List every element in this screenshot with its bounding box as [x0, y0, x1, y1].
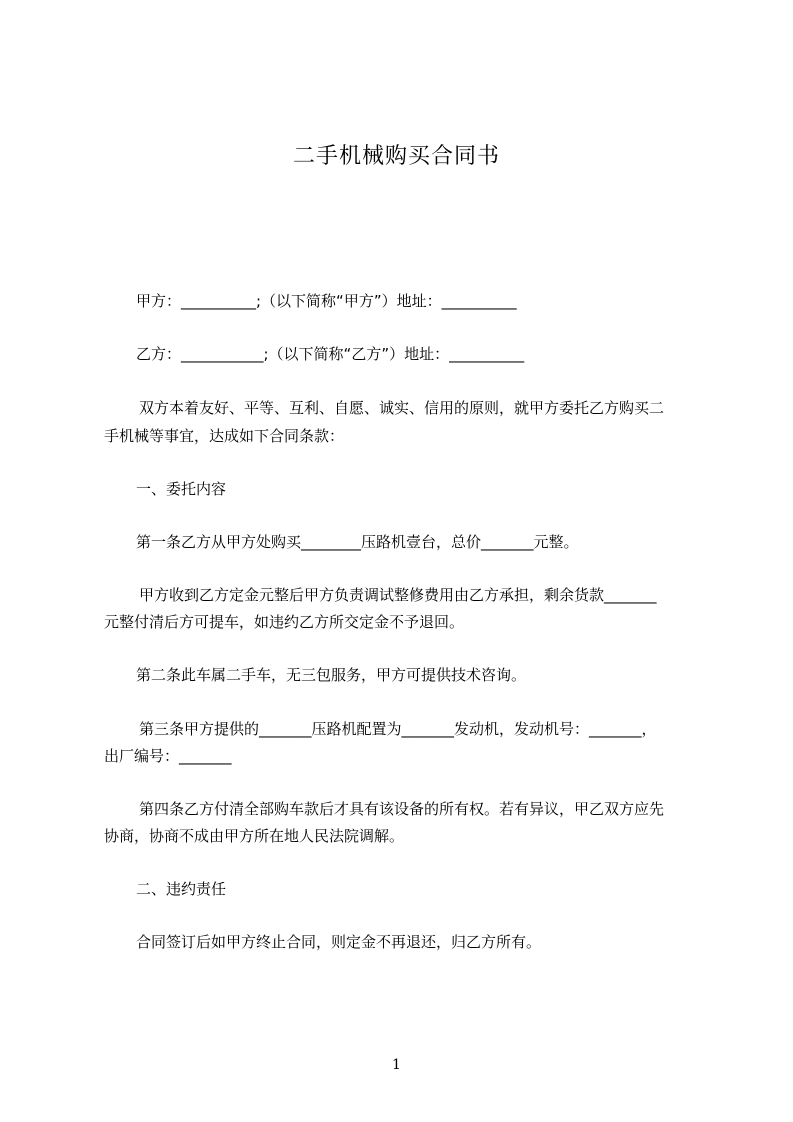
party-b-line: 乙方：___________;（以下简称“乙方”）地址：__________ — [136, 345, 525, 363]
deposit-line-2: 元整付清后方可提车，如违约乙方所交定金不予退回。 — [104, 613, 465, 631]
document-title: 二手机械购买合同书 — [292, 144, 500, 169]
preamble-line-2: 手机械等事宜，达成如下合同条款： — [104, 427, 345, 445]
section-heading-entrustment: 一、委托内容 — [136, 480, 227, 498]
section-heading-liability: 二、违约责任 — [136, 880, 227, 898]
article-3-line-2: 出厂编号：_______ — [104, 747, 232, 765]
article-3-line-1: 第三条甲方提供的_______压路机配置为_______发动机，发动机号：_______， — [139, 720, 657, 738]
liability-line: 合同签订后如甲方终止合同，则定金不再退还，归乙方所有。 — [136, 933, 542, 951]
article-1-line: 第一条乙方从甲方处购买________压路机壹台，总价_______元整。 — [136, 533, 579, 551]
article-4-line-2: 协商，协商不成由甲方所在地人民法院调解。 — [104, 827, 405, 845]
deposit-line-1: 甲方收到乙方定金元整后甲方负责调试整修费用由乙方承担，剩余货款_______ — [139, 586, 657, 604]
page-number: 1 — [392, 1057, 401, 1073]
preamble-line-1: 双方本着友好、平等、互利、自愿、诚实、信用的原则，就甲方委托乙方购买二 — [139, 399, 665, 417]
article-2-line: 第二条此车属二手车，无三包服务，甲方可提供技术咨询。 — [136, 666, 527, 684]
party-a-line: 甲方：__________;（以下简称“甲方”）地址：__________ — [136, 292, 517, 310]
article-4-line-1: 第四条乙方付清全部购车款后才具有该设备的所有权。若有异议，甲乙双方应先 — [139, 800, 665, 818]
